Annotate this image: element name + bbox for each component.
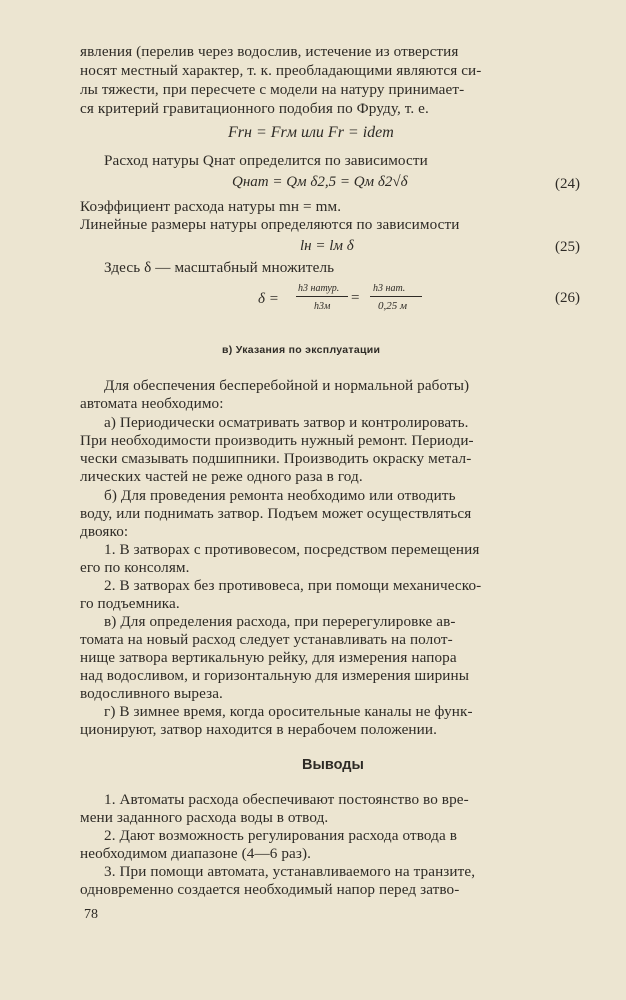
text-line: лических частей не реже одного раза в год. [80, 468, 363, 485]
text-line: 2. В затворах без противовеса, при помощи механическо- [104, 577, 482, 594]
equation-number-24: (24) [555, 176, 580, 192]
froude-equation: Frн = Frм или Fr = idem [228, 124, 394, 141]
equation-26-lhs: δ = [258, 291, 279, 307]
text-line: томата на новый расход следует устанавливать на полот- [80, 631, 453, 648]
equation-25: lн = lм δ [300, 238, 354, 254]
fraction-bar [296, 296, 348, 297]
text-line: автомата необходимо: [80, 395, 224, 412]
text-line: 2. Дают возможность регулирования расхода отвода в [104, 827, 457, 844]
text-line: ся критерий гравитационного подобия по Фруду, т. е. [80, 100, 429, 117]
text-line: нище затвора вертикальную рейку, для измерения напора [80, 649, 457, 666]
text-line: б) Для проведения ремонта необходимо или отводить [104, 487, 456, 504]
text-line: г) В зимнее время, когда оросительные каналы не функ- [104, 703, 473, 720]
fraction-bar [370, 296, 422, 297]
equation-26-denominator-1: h3м [314, 301, 331, 312]
text-line: его по консолям. [80, 559, 190, 576]
coefficient-line: Коэффициент расхода натуры mн = mм. [80, 198, 342, 215]
equation-26-numerator-1: h3 натур. [298, 283, 340, 294]
text-line: двояко: [80, 523, 129, 540]
text-line: 1. Автоматы расхода обеспечивают постоянство во вре- [104, 791, 469, 808]
text-line: Для обеспечения бесперебойной и нормальной работы) [104, 377, 470, 394]
text-line: чески смазывать подшипники. Производить окраску метал- [80, 450, 472, 467]
equation-number-26: (26) [555, 290, 580, 306]
text-line: над водосливом, и горизонтальную для измерения ширины [80, 667, 470, 684]
section-heading: в) Указания по эксплуатации [222, 344, 381, 356]
linear-sizes-line: Линейные размеры натуры определяются по зависимости [80, 216, 460, 233]
text-line: мени заданного расхода воды в отвод. [80, 809, 329, 826]
text-line: водосливного выреза. [80, 685, 223, 702]
text-line: При необходимости производить нужный ремонт. Периоди- [80, 432, 474, 449]
text-line: необходимом диапазоне (4—6 раз). [80, 845, 312, 862]
text-line: одновременно создается необходимый напор перед затво- [80, 881, 460, 898]
text-line: а) Периодически осматривать затвор и контролировать. [104, 414, 469, 431]
page-number: 78 [84, 907, 98, 922]
text-line: 3. При помощи автомата, устанавливаемого на транзите, [104, 863, 476, 880]
text-line: го подъемника. [80, 595, 180, 612]
equation-24: Qнат = Qм δ2,5 = Qм δ2√δ [232, 174, 408, 190]
equation-number-25: (25) [555, 239, 580, 255]
text-line: явления (перелив через водослив, истечение из отверстия [80, 43, 459, 60]
equation-26-numerator-2: h3 нат. [373, 283, 406, 294]
discharge-intro: Расход натуры Qнат определится по зависимости [104, 152, 428, 169]
text-line: 1. В затворах с противовесом, посредством перемещения [104, 541, 480, 558]
conclusions-heading: Выводы [302, 757, 364, 773]
text-line: воду, или поднимать затвор. Подъем может осуществляться [80, 505, 472, 522]
text-line: носят местный характер, т. к. преобладающими являются си- [80, 62, 482, 79]
equation-26-denominator-2: 0,25 м [378, 300, 408, 312]
text-line: лы тяжести, при пересчете с модели на натуру принимает- [80, 81, 465, 98]
scale-factor-line: Здесь δ — масштабный множитель [104, 259, 335, 276]
text-line: ционируют, затвор находится в нерабочем положении. [80, 721, 438, 738]
text-line: в) Для определения расхода, при перерегулировке ав- [104, 613, 456, 630]
equation-26-equals: = [351, 290, 360, 306]
